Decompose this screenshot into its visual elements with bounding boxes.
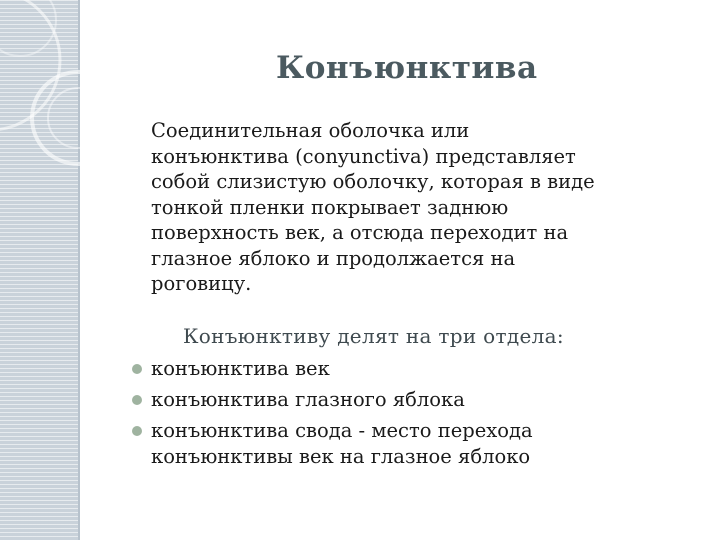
bullet-list — [132, 356, 533, 475]
list-item — [132, 387, 533, 413]
list-item — [132, 418, 533, 470]
swirl-ornament-icon — [0, 0, 80, 540]
paragraph-line: конъюнктива (conyunctiva) представляет — [151, 144, 576, 168]
page-title: Конъюнктива — [276, 50, 538, 86]
paragraph-line: поверхность век, а отсюда переходит на — [151, 221, 569, 244]
bullet-dot-icon — [132, 364, 142, 374]
bullet-dot-icon — [132, 426, 142, 436]
paragraph-line: собой слизистую оболочку, которая в виде — [151, 170, 595, 193]
paragraph-line: Соединительная оболочка или — [151, 119, 470, 142]
bullet-text: конъюнктива свода - место перехода — [151, 419, 533, 442]
paragraph-line: роговицу. — [151, 272, 252, 295]
intro-paragraph — [151, 118, 711, 297]
bullet-text: конъюнктива век — [151, 357, 330, 380]
bullet-text: конъюнктива глазного яблока — [151, 388, 465, 411]
section-subheading: Конъюнктиву делят на три отдела: — [183, 324, 564, 348]
bullet-text: конъюнктивы век на глазное яблоко — [151, 445, 531, 468]
paragraph-line: глазное яблоко и продолжается на — [151, 246, 516, 270]
list-item — [132, 356, 533, 382]
bullet-dot-icon — [132, 395, 142, 405]
paragraph-line: тонкой пленки покрывает заднюю — [151, 195, 509, 219]
